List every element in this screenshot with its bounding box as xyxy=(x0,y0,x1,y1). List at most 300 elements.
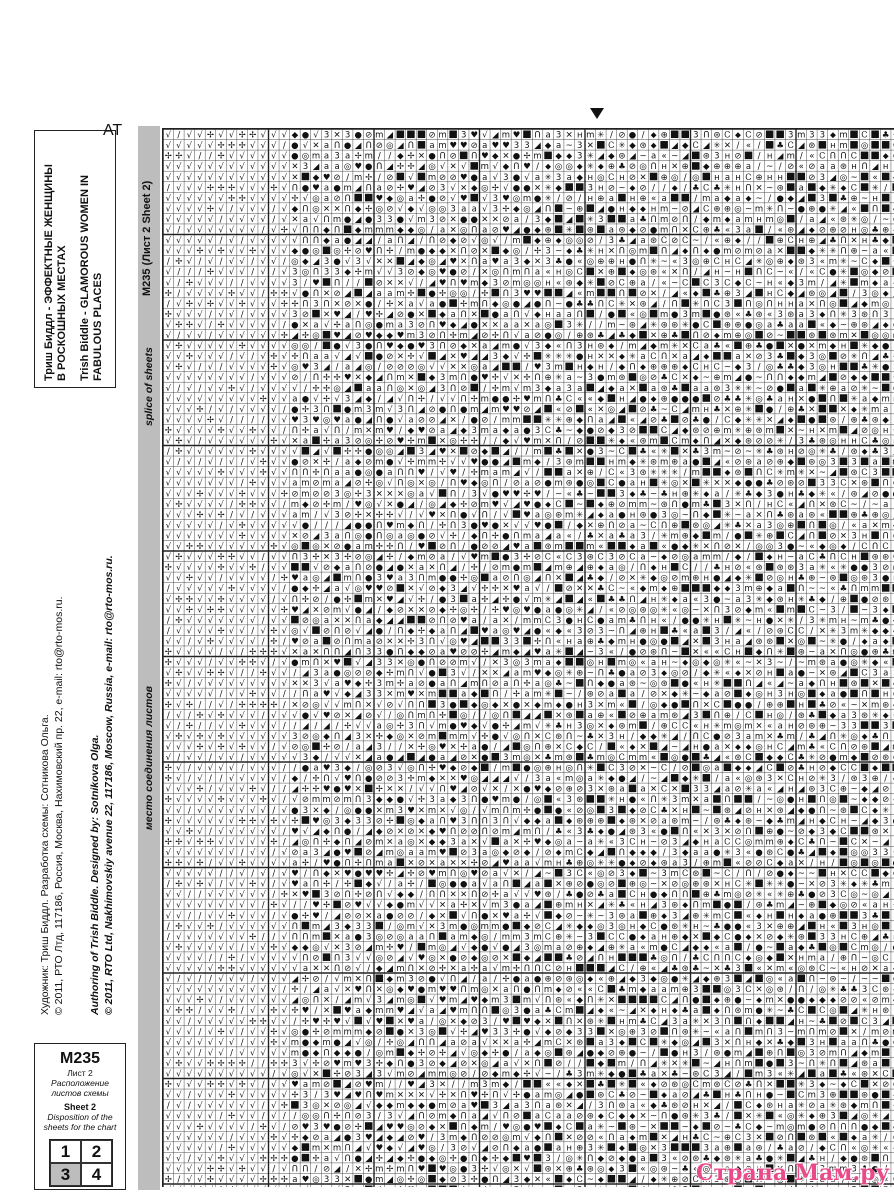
chart-symbol: ✳ xyxy=(576,510,583,520)
chart-symbol: ◎ xyxy=(819,458,826,468)
chart-symbol: ◢ xyxy=(819,215,826,225)
chart-symbol: Ո xyxy=(482,510,488,520)
chart-symbol: ⊛ xyxy=(587,690,594,700)
chart-symbol: ● xyxy=(650,226,657,236)
chart-symbol: m xyxy=(713,447,721,457)
chart-filled-cell xyxy=(724,616,732,624)
chart-symbol: ◆ xyxy=(439,837,446,847)
chart-symbol: a xyxy=(334,679,339,689)
chart-symbol: √ xyxy=(271,447,277,457)
chart-filled-cell xyxy=(534,352,542,360)
chart-symbol: √ xyxy=(261,342,267,352)
chart-symbol: ⊛ xyxy=(734,468,741,478)
chart-symbol: ⊕ xyxy=(777,257,784,267)
chart-symbol: / xyxy=(188,679,191,689)
chart-symbol: ✕ xyxy=(703,542,710,552)
chart-symbol: ◎ xyxy=(407,531,414,541)
chart-symbol: ✢ xyxy=(323,394,330,404)
chart-symbol: ◢ xyxy=(302,669,309,679)
chart-filled-cell xyxy=(534,415,542,423)
chart-symbol: 3 xyxy=(598,447,603,457)
chart-symbol: a xyxy=(345,415,350,425)
chart-symbol: 3 xyxy=(398,774,403,784)
chart-symbol: ~ xyxy=(724,447,731,457)
chart-symbol: ◎ xyxy=(565,605,572,615)
chart-symbol: / xyxy=(251,257,254,267)
chart-symbol: ✕ xyxy=(819,626,826,636)
chart-symbol: ✕ xyxy=(682,226,689,236)
chart-symbol: ● xyxy=(333,848,340,858)
chart-symbol: √ xyxy=(229,658,235,668)
chart-filled-cell xyxy=(397,816,405,824)
chart-symbol: m xyxy=(660,226,668,236)
chart-symbol: m xyxy=(533,595,541,605)
chart-filled-cell xyxy=(660,753,668,761)
chart-filled-cell xyxy=(597,278,605,286)
chart-symbol: Ꮯ xyxy=(545,732,551,742)
chart-symbol: ⊘ xyxy=(534,331,541,341)
chart-symbol: a xyxy=(830,690,835,700)
chart-symbol: √ xyxy=(398,394,404,404)
chart-symbol: √ xyxy=(408,215,414,225)
chart-symbol: √ xyxy=(176,764,182,774)
chart-symbol: a xyxy=(735,352,740,362)
chart-symbol: / xyxy=(262,711,265,721)
chart-symbol: Ո xyxy=(872,310,878,320)
chart-symbol: ◆ xyxy=(408,521,415,531)
chart-symbol: √ xyxy=(239,510,245,520)
chart-symbol: a xyxy=(873,458,878,468)
chart-symbol: √ xyxy=(176,510,182,520)
chart-symbol: / xyxy=(663,299,666,309)
chart-symbol: ⊕ xyxy=(713,426,720,436)
chart-filled-cell xyxy=(681,521,689,529)
chart-symbol: / xyxy=(167,257,170,267)
chart-filled-cell xyxy=(492,447,500,455)
chart-symbol: ◎ xyxy=(513,732,520,742)
chart-symbol: ♥ xyxy=(344,869,352,879)
chart-filled-cell xyxy=(587,310,595,318)
chart-symbol: a xyxy=(651,384,656,394)
chart-symbol: « xyxy=(619,468,624,478)
chart-symbol: m xyxy=(502,827,510,837)
chart-symbol: ✢ xyxy=(418,795,425,805)
chart-symbol: √ xyxy=(503,500,509,510)
chart-symbol: ♥ xyxy=(323,785,331,795)
chart-symbol: ✕ xyxy=(302,679,309,689)
chart-symbol: ♥ xyxy=(365,331,373,341)
chart-symbol: 3 xyxy=(588,785,593,795)
chart-symbol: ✢ xyxy=(249,131,256,141)
chart-symbol: ◆ xyxy=(408,226,415,236)
chart-symbol: Ꮯ xyxy=(798,837,804,847)
chart-symbol: « xyxy=(693,679,698,689)
chart-symbol: ◢ xyxy=(587,605,594,615)
chart-symbol: / xyxy=(842,521,845,531)
chart-symbol: ✕ xyxy=(418,479,425,489)
chart-symbol: / xyxy=(283,837,286,847)
chart-symbol: √ xyxy=(218,658,224,668)
chart-symbol: ◆ xyxy=(482,447,489,457)
chart-symbol: ✢ xyxy=(175,447,182,457)
chart-symbol: ✕ xyxy=(597,352,604,362)
chart-symbol: ~ xyxy=(766,183,773,193)
chart-symbol: / xyxy=(399,426,402,436)
chart-symbol: ◢ xyxy=(619,405,626,415)
chart-symbol: √ xyxy=(197,774,203,784)
chart-symbol: ⬥ xyxy=(629,542,636,552)
chart-symbol: √ xyxy=(472,658,478,668)
chart-symbol: ◢ xyxy=(682,637,689,647)
chart-symbol: a xyxy=(714,690,719,700)
chart-symbol: ~ xyxy=(587,669,594,679)
chart-symbol: ◢ xyxy=(482,352,489,362)
chart-symbol: √ xyxy=(229,331,235,341)
chart-symbol: m xyxy=(481,394,489,404)
chart-symbol: ⊘ xyxy=(756,669,763,679)
chart-symbol: / xyxy=(758,152,761,162)
chart-symbol: 3 xyxy=(841,721,846,731)
chart-symbol: / xyxy=(336,363,339,373)
chart-symbol: Ꮯ xyxy=(629,837,635,847)
chart-filled-cell xyxy=(608,742,616,750)
chart-symbol: √ xyxy=(239,226,245,236)
chart-symbol: a xyxy=(630,521,635,531)
chart-symbol: ◢ xyxy=(460,584,467,594)
chart-symbol: √ xyxy=(176,141,182,151)
chart-symbol: / xyxy=(209,827,212,837)
chart-symbol: √ xyxy=(250,342,256,352)
chart-symbol: √ xyxy=(514,331,520,341)
chart-symbol: ⊕ xyxy=(872,510,879,520)
chart-filled-cell xyxy=(734,795,742,803)
chart-symbol: ✕ xyxy=(587,521,594,531)
chart-symbol: ◎ xyxy=(829,795,836,805)
chart-symbol: m xyxy=(723,373,731,383)
chart-symbol: н xyxy=(630,637,636,647)
chart-symbol: a xyxy=(303,648,308,658)
chart-symbol: ● xyxy=(291,320,298,330)
chart-symbol: ◢ xyxy=(650,299,657,309)
chart-symbol: m xyxy=(702,553,710,563)
chart-symbol: ⊘ xyxy=(355,669,362,679)
chart-symbol: ✢ xyxy=(407,289,414,299)
chart-symbol: √ xyxy=(250,584,256,594)
chart-symbol: ♣ xyxy=(766,447,774,457)
chart-symbol: ✳ xyxy=(850,352,857,362)
chart-symbol: ◢ xyxy=(608,415,615,425)
chart-symbol: ● xyxy=(776,194,783,204)
chart-filled-cell xyxy=(861,173,869,181)
chart-symbol: ♣ xyxy=(808,711,816,721)
chart-symbol: ● xyxy=(333,595,340,605)
chart-filled-cell xyxy=(608,658,616,666)
chart-symbol: 3 xyxy=(725,384,730,394)
chart-symbol: ◢ xyxy=(798,194,805,204)
chart-symbol: ✢ xyxy=(270,352,277,362)
chart-symbol: m xyxy=(523,384,531,394)
chart-symbol: н xyxy=(788,595,794,605)
chart-symbol: н xyxy=(714,173,720,183)
chart-symbol: m xyxy=(839,753,847,763)
chart-symbol: ✢ xyxy=(312,584,319,594)
chart-symbol: ⊘ xyxy=(840,373,847,383)
chart-filled-cell xyxy=(734,299,742,307)
chart-symbol: ⊕ xyxy=(639,194,646,204)
credits-ru-line2: © 2011, РТО Лтд, 117186, Россия, Москва, Нахимовский пр. 22, e-mail: rto@rto-mos.ru. xyxy=(52,555,66,1015)
chart-symbol: Ꮯ xyxy=(745,711,751,721)
chart-symbol: ⊛ xyxy=(713,816,720,826)
chart-symbol: / xyxy=(409,785,412,795)
chart-symbol: √ xyxy=(271,394,277,404)
chart-filled-cell xyxy=(555,225,563,233)
chart-symbol: ● xyxy=(386,458,393,468)
chart-symbol: ● xyxy=(513,563,520,573)
chart-symbol: a xyxy=(503,310,508,320)
chart-symbol: Ո xyxy=(418,574,424,584)
chart-filled-cell xyxy=(629,700,637,708)
chart-symbol: / xyxy=(526,247,529,257)
chart-symbol: ◎ xyxy=(671,479,678,489)
chart-symbol: √ xyxy=(197,131,203,141)
chart-symbol: ◆ xyxy=(777,753,784,763)
chart-symbol: « xyxy=(651,753,656,763)
chart-symbol: m xyxy=(628,342,636,352)
chart-symbol: ◆ xyxy=(376,616,383,626)
chart-symbol: ● xyxy=(428,669,435,679)
chart-symbol: ♣ xyxy=(819,700,827,710)
chart-symbol: a xyxy=(556,310,561,320)
chart-symbol: / xyxy=(378,173,381,183)
chart-symbol: m xyxy=(723,247,731,257)
chart-symbol: ◆ xyxy=(450,320,457,330)
chart-symbol: ♥ xyxy=(523,437,531,447)
chart-symbol: √ xyxy=(229,162,235,172)
chart-filled-cell xyxy=(850,806,858,814)
chart-symbol: Ո xyxy=(323,215,329,225)
chart-symbol: a xyxy=(377,183,382,193)
chart-symbol: √ xyxy=(197,764,203,774)
chart-symbol: Ꮯ xyxy=(851,837,857,847)
chart-symbol: a xyxy=(303,574,308,584)
chart-symbol: / xyxy=(526,869,529,879)
chart-filled-cell xyxy=(639,721,647,729)
chart-symbol: √ xyxy=(208,342,214,352)
chart-filled-cell xyxy=(840,394,848,402)
chart-symbol: 3 xyxy=(609,236,614,246)
chart-symbol: Ո xyxy=(408,700,414,710)
chart-symbol: √ xyxy=(218,394,224,404)
chart-symbol: ✢ xyxy=(492,183,499,193)
chart-symbol: 3 xyxy=(429,795,434,805)
chart-symbol: m xyxy=(322,479,330,489)
chart-symbol: н xyxy=(619,173,625,183)
chart-symbol: √ xyxy=(187,848,193,858)
chart-symbol: ◆ xyxy=(418,268,425,278)
chart-filled-cell xyxy=(618,310,626,318)
chart-symbol: m xyxy=(375,859,383,869)
chart-symbol: ✢ xyxy=(217,141,224,151)
chart-symbol: ✢ xyxy=(249,648,256,658)
chart-symbol: ✢ xyxy=(239,521,246,531)
chart-symbol: н xyxy=(862,531,868,541)
chart-symbol: Ꮯ xyxy=(724,278,730,288)
chart-symbol: ◢ xyxy=(503,447,510,457)
chart-symbol: √ xyxy=(261,764,267,774)
chart-symbol: ◎ xyxy=(523,278,530,288)
chart-symbol: ♥ xyxy=(375,869,383,879)
chart-symbol: ⬥ xyxy=(840,183,847,193)
chart-symbol: ♥ xyxy=(344,679,352,689)
chart-symbol: ✢ xyxy=(481,289,488,299)
chart-symbol: « xyxy=(820,742,825,752)
chart-symbol: / xyxy=(884,183,887,193)
chart-symbol: ~ xyxy=(777,658,784,668)
chart-symbol: ~ xyxy=(650,764,657,774)
chart-symbol: « xyxy=(556,553,561,563)
chart-symbol: a xyxy=(640,542,645,552)
chart-symbol: ✢ xyxy=(386,542,393,552)
chart-symbol: ⬥ xyxy=(703,247,710,257)
chart-symbol: ♥ xyxy=(386,521,394,531)
chart-symbol: m xyxy=(396,690,404,700)
chart-symbol: √ xyxy=(239,204,245,214)
chart-symbol: √ xyxy=(218,310,224,320)
chart-symbol: ◆ xyxy=(503,848,510,858)
chart-symbol: a xyxy=(524,542,529,552)
chart-symbol: ♥ xyxy=(312,816,320,826)
chart-symbol: ⊘ xyxy=(756,352,763,362)
chart-symbol: Ꮯ xyxy=(682,236,688,246)
chart-symbol: ✢ xyxy=(217,605,224,615)
chart-symbol: ✢ xyxy=(260,468,267,478)
chart-symbol: ◎ xyxy=(576,774,583,784)
chart-symbol: √ xyxy=(197,394,203,404)
chart-symbol: / xyxy=(230,405,233,415)
chart-symbol: ✳ xyxy=(819,384,826,394)
chart-symbol: m xyxy=(386,806,394,816)
chart-symbol: ◆ xyxy=(576,426,583,436)
chart-symbol: ✕ xyxy=(397,637,404,647)
chart-symbol: 3 xyxy=(862,774,867,784)
chart-symbol: ♥ xyxy=(291,637,299,647)
chart-symbol: Ո xyxy=(313,373,319,383)
chart-symbol: Ո xyxy=(840,247,846,257)
chart-symbol: « xyxy=(662,152,667,162)
chart-symbol: a xyxy=(756,458,761,468)
chart-symbol: Ꮯ xyxy=(672,405,678,415)
chart-symbol: ⊘ xyxy=(460,648,467,658)
chart-symbol: √ xyxy=(282,384,288,394)
chart-filled-cell xyxy=(861,858,869,866)
chart-symbol: ♥ xyxy=(333,310,341,320)
chart-symbol: ✢ xyxy=(186,595,193,605)
chart-filled-cell xyxy=(798,173,806,181)
chart-symbol: √ xyxy=(229,806,235,816)
chart-symbol: ◎ xyxy=(407,816,414,826)
chart-symbol: ◆ xyxy=(503,352,510,362)
chart-symbol: 3 xyxy=(366,489,371,499)
chart-symbol: √ xyxy=(208,437,214,447)
chart-symbol: ⬥ xyxy=(788,837,795,847)
chart-symbol: / xyxy=(810,859,813,869)
chart-symbol: √ xyxy=(187,468,193,478)
chart-filled-cell xyxy=(555,215,563,223)
chart-symbol: ✢ xyxy=(239,131,246,141)
chart-symbol: ◎ xyxy=(882,510,889,520)
chart-symbol: « xyxy=(830,489,835,499)
chart-symbol: ◆ xyxy=(629,331,636,341)
chart-symbol: ◢ xyxy=(418,405,425,415)
chart-symbol: ◢ xyxy=(503,669,510,679)
chart-symbol: ◎ xyxy=(397,711,404,721)
chart-symbol: « xyxy=(767,605,772,615)
chart-symbol: 3 xyxy=(545,363,550,373)
chart-symbol: ◢ xyxy=(735,626,742,636)
chart-symbol: √ xyxy=(282,563,288,573)
chart-symbol: Ո xyxy=(545,299,551,309)
chart-symbol: ✢ xyxy=(175,500,182,510)
chart-symbol: ● xyxy=(502,531,509,541)
chart-symbol: ♣ xyxy=(871,447,879,457)
chart-symbol: ✕ xyxy=(397,827,404,837)
chart-symbol: ⊛ xyxy=(798,711,805,721)
chart-symbol: ⬥ xyxy=(566,152,573,162)
chart-symbol: √ xyxy=(282,859,288,869)
chart-symbol: ♥ xyxy=(449,468,457,478)
chart-symbol: ◆ xyxy=(830,764,837,774)
chart-symbol: ◎ xyxy=(776,711,783,721)
chart-symbol: √ xyxy=(229,152,235,162)
chart-symbol: ⊕ xyxy=(703,257,710,267)
chart-symbol: ✕ xyxy=(587,141,594,151)
chart-symbol: ◆ xyxy=(355,679,362,689)
chart-symbol: « xyxy=(662,268,667,278)
chart-symbol: a xyxy=(545,131,550,141)
chart-symbol: ⊕ xyxy=(661,331,668,341)
chart-symbol: ⊘ xyxy=(840,226,847,236)
chart-symbol: ♣ xyxy=(671,384,679,394)
chart-symbol: 3 xyxy=(366,405,371,415)
chart-symbol: ◢ xyxy=(418,753,425,763)
chart-symbol: ✢ xyxy=(239,859,246,869)
chart-symbol: ✢ xyxy=(270,816,277,826)
chart-filled-cell xyxy=(428,352,436,360)
chart-symbol: ◢ xyxy=(408,500,415,510)
chart-symbol: / xyxy=(241,669,244,679)
chart-symbol: ◆ xyxy=(545,141,552,151)
chart-symbol: √ xyxy=(261,236,267,246)
chart-symbol: √ xyxy=(218,204,224,214)
chart-symbol: m xyxy=(871,299,879,309)
chart-symbol: Ꮯ xyxy=(714,257,720,267)
chart-symbol: Ꮯ xyxy=(682,869,688,879)
chart-symbol: ✳ xyxy=(850,394,857,404)
chart-symbol: ⊕ xyxy=(766,531,773,541)
chart-symbol: ✢ xyxy=(270,542,277,552)
chart-symbol: a xyxy=(440,553,445,563)
chart-symbol: ⊘ xyxy=(376,278,383,288)
chart-symbol: ⊛ xyxy=(819,658,826,668)
chart-symbol: Ո xyxy=(513,679,519,689)
chart-symbol: ● xyxy=(460,215,467,225)
chart-symbol: m xyxy=(460,331,468,341)
chart-symbol: a xyxy=(609,616,614,626)
chart-symbol: √ xyxy=(408,278,414,288)
chart-symbol: m xyxy=(460,658,468,668)
chart-symbol: Ո xyxy=(429,236,435,246)
chart-symbol: ◢ xyxy=(598,384,605,394)
